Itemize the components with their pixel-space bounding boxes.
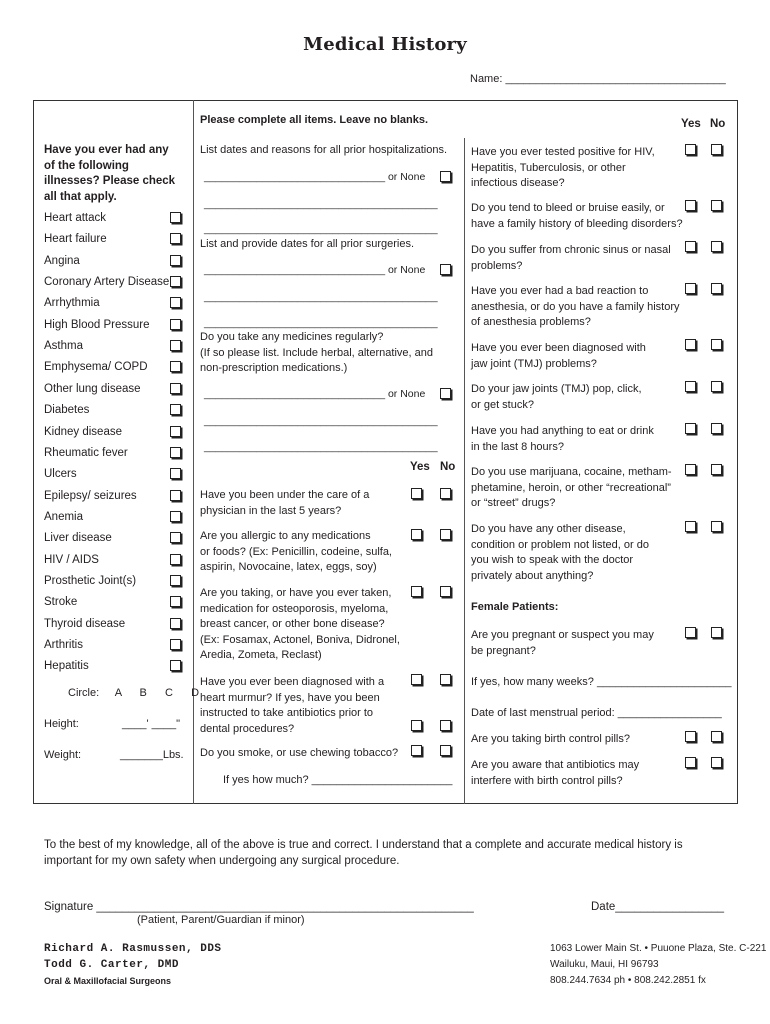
illness-label: Coronary Artery Disease (44, 276, 170, 288)
hiv-yes-checkbox[interactable] (685, 144, 696, 155)
line: (Ex: Fosamax, Actonel, Boniva, Didronel, (200, 633, 400, 646)
illness-label: Heart attack (44, 212, 106, 224)
practice-name: Oral & Maxillofacial Surgeons (44, 976, 172, 986)
tmj-no-checkbox[interactable] (711, 339, 722, 350)
illness-label: Arthritis (44, 639, 83, 651)
illness-checkbox[interactable] (170, 297, 181, 308)
line: Do you take any medicines regularly? (200, 331, 384, 343)
illness-checkbox[interactable] (170, 575, 181, 586)
line: physician in the last 5 years? (200, 504, 342, 517)
illness-label: Other lung disease (44, 383, 141, 395)
jaw-joints-no-checkbox[interactable] (711, 381, 722, 392)
illness-label: Prosthetic Joint(s) (44, 575, 137, 587)
line: or get stuck? (471, 398, 534, 411)
question-allergic (200, 529, 392, 576)
blank: _______________________________ (204, 171, 386, 183)
illness-label: High Blood Pressure (44, 319, 150, 331)
right-no-header: No (710, 118, 726, 130)
circle-option-b[interactable]: B (139, 687, 147, 699)
hospitalization-field[interactable]: ________________________________________ (204, 223, 438, 235)
hospitalizations-none-checkbox[interactable] (440, 171, 451, 182)
line: of anesthesia problems? (471, 316, 591, 328)
address-line: 808.244.7634 ph • 808.242.2851 fx (550, 975, 706, 986)
line: Are you pregnant or suspect you may (471, 629, 654, 641)
illness-checkbox[interactable] (170, 468, 181, 479)
line: Have you ever been diagnosed with (471, 342, 646, 354)
other-disease-yes-checkbox[interactable] (685, 521, 696, 532)
sinus-no-checkbox[interactable] (711, 241, 722, 252)
heart-murmur-yes-checkbox[interactable] (411, 674, 422, 685)
line: problems? (471, 259, 523, 272)
physician-care-yes-checkbox[interactable] (411, 488, 422, 499)
signature-caption: (Patient, Parent/Guardian if minor) (137, 914, 305, 926)
illness-checkbox[interactable] (170, 233, 181, 244)
line: Do you suffer from chronic sinus or nasal (471, 244, 671, 256)
line: (If so please list. Include herbal, alternative, and (200, 346, 433, 359)
line: condition or problem not listed, or do (471, 538, 649, 551)
circle-row (68, 686, 199, 702)
illness-label: HIV / AIDS (44, 554, 99, 566)
line: Hepatitis, Tuberculosis, or other (471, 161, 626, 174)
allergic-yes-checkbox[interactable] (411, 529, 422, 540)
pregnant-yes-checkbox[interactable] (685, 627, 696, 638)
attestation (44, 837, 683, 869)
line: Do you have any other disease, (471, 523, 626, 535)
intro-line: Have you ever had any (44, 144, 169, 156)
anesthesia-no-checkbox[interactable] (711, 283, 722, 294)
line: heart murmur? If yes, have you been (200, 691, 380, 704)
illness-checkbox[interactable] (170, 361, 181, 372)
eat-drink-no-checkbox[interactable] (711, 423, 722, 434)
line: jaw joint (TMJ) problems? (471, 357, 597, 370)
illness-checkbox[interactable] (170, 340, 181, 351)
illness-checkbox[interactable] (170, 404, 181, 415)
weight-field[interactable]: _______Lbs. (120, 749, 184, 761)
illness-checkbox[interactable] (170, 618, 181, 629)
illness-label: Kidney disease (44, 426, 122, 438)
menstrual-date-field[interactable]: Date of last menstrual period: _________________ (471, 707, 722, 719)
illness-label: Arrhythmia (44, 297, 100, 309)
anesthesia-yes-checkbox[interactable] (685, 283, 696, 294)
medicines-label (200, 330, 433, 377)
line: important for my own safety when undergoing any surgical procedure. (44, 855, 400, 867)
hospitalizations-label: List dates and reasons for all prior hospitalizations. (200, 144, 448, 156)
surgeries-label: List and provide dates for all prior surgeries. (200, 238, 414, 250)
height-label: Height: (44, 718, 79, 730)
illness-checkbox[interactable] (170, 255, 181, 266)
medicine-field[interactable]: ________________________________________ (204, 415, 438, 427)
pregnant-no-checkbox[interactable] (711, 627, 722, 638)
other-disease-no-checkbox[interactable] (711, 521, 722, 532)
question-bleeding (471, 201, 683, 232)
physician-care-no-checkbox[interactable] (440, 488, 451, 499)
illness-label: Diabetes (44, 404, 90, 416)
date-field[interactable]: Date_________________ (591, 901, 725, 913)
weeks-field[interactable]: If yes, how many weeks? ______________________ (471, 676, 732, 688)
circle-option-d[interactable]: D (191, 687, 200, 699)
address-line: Wailuku, Maui, HI 96793 (550, 959, 659, 970)
line: have a family history of bleeding disorders? (471, 217, 683, 230)
drugs-yes-checkbox[interactable] (685, 464, 696, 475)
circle-option-c[interactable]: C (165, 687, 173, 699)
illness-label: Epilepsy/ seizures (44, 490, 137, 502)
illness-checkbox[interactable] (170, 490, 181, 501)
or-none: or None (387, 171, 426, 183)
surgery-field[interactable] (204, 263, 425, 279)
line: Have you had anything to eat or drink (471, 425, 654, 437)
hiv-no-checkbox[interactable] (711, 144, 722, 155)
surgery-field[interactable]: ________________________________________ (204, 317, 438, 329)
blank: _______________________________ (204, 388, 386, 400)
column-divider-right (464, 138, 465, 804)
doctor-name: Todd G. Carter, DMD (44, 959, 179, 971)
illness-checkbox[interactable] (170, 276, 181, 287)
illness-checkbox[interactable] (170, 447, 181, 458)
line: non-prescription medications.) (200, 362, 348, 374)
question-antibiotics-bc (471, 758, 639, 789)
antibiotics-bc-yes-checkbox[interactable] (685, 757, 696, 768)
circle-option-a[interactable]: A (114, 687, 122, 699)
weight-label: Weight: (44, 749, 82, 761)
bleeding-no-checkbox[interactable] (711, 200, 722, 211)
illness-checkbox[interactable] (170, 212, 181, 223)
middle-yes-header: Yes (410, 461, 430, 473)
question-hiv (471, 145, 655, 192)
circle-label: Circle: (68, 687, 100, 699)
illness-checkbox[interactable] (170, 383, 181, 394)
question-physician-care (200, 488, 369, 519)
line: Have you been under the care of a (200, 489, 370, 501)
blank: _______________________________ (204, 264, 386, 276)
illness-label: Anemia (44, 511, 83, 523)
heart-murmur-no-checkbox[interactable] (440, 674, 451, 685)
birth-control-no-checkbox[interactable] (711, 731, 722, 742)
jaw-joints-yes-checkbox[interactable] (685, 381, 696, 392)
antibiotics-no-checkbox[interactable] (440, 720, 451, 731)
line: Do you tend to bleed or bruise easily, or (471, 202, 665, 214)
illness-label: Liver disease (44, 532, 112, 544)
illness-label: Hepatitis (44, 660, 89, 672)
birth-control-yes-checkbox[interactable] (685, 731, 696, 742)
illness-intro (44, 143, 175, 205)
smoke-no-checkbox[interactable] (440, 745, 451, 756)
line: Are you aware that antibiotics may (471, 759, 640, 771)
line: Are you allergic to any medications (200, 530, 371, 542)
line: or “street” drugs? (471, 497, 556, 509)
address-line: 1063 Lower Main St. • Puuone Plaza, Ste. C-221 (550, 943, 767, 954)
illness-checkbox[interactable] (170, 554, 181, 565)
or-none: or None (387, 264, 426, 276)
line: aspirin, Novocaine, latex, eggs, soy) (200, 561, 377, 573)
right-yes-header: Yes (681, 118, 701, 130)
question-heart-murmur (200, 675, 384, 737)
drugs-no-checkbox[interactable] (711, 464, 722, 475)
name-field[interactable]: Name: ____________________________________ (470, 73, 726, 85)
question-sinus (471, 243, 671, 274)
line: Do you use marijuana, cocaine, metham- (471, 466, 672, 478)
line: Are you taking, or have you ever taken, (200, 587, 392, 599)
line: phetamine, heroin, or other “recreational” (471, 481, 671, 494)
hospitalization-field[interactable] (204, 170, 425, 186)
line: To the best of my knowledge, all of the above is true and correct. I understand that a complete and accurate medical history is (44, 839, 683, 851)
question-pregnant (471, 628, 654, 659)
antibiotics-yes-checkbox[interactable] (411, 720, 422, 731)
page-title: Medical History (303, 34, 467, 55)
line: Have you ever been diagnosed with a (200, 676, 385, 688)
illness-checkbox[interactable] (170, 596, 181, 607)
line: Have you ever had a bad reaction to (471, 285, 649, 297)
line: instructed to take antibiotics prior to (200, 707, 374, 719)
question-drugs (471, 465, 672, 512)
signature-field[interactable]: Signature ___________________________________________________________ (44, 901, 474, 913)
medicine-field[interactable]: ________________________________________ (204, 441, 438, 453)
bone-medication-yes-checkbox[interactable] (411, 586, 422, 597)
line: infectious disease? (471, 177, 565, 189)
hospitalization-field[interactable]: ________________________________________ (204, 198, 438, 210)
illness-checkbox[interactable] (170, 511, 181, 522)
antibiotics-bc-no-checkbox[interactable] (711, 757, 722, 768)
line: Do your jaw joints (TMJ) pop, click, (471, 383, 642, 395)
illness-label: Heart failure (44, 233, 107, 245)
tmj-yes-checkbox[interactable] (685, 339, 696, 350)
illness-label: Angina (44, 255, 80, 267)
question-other-disease (471, 522, 649, 584)
or-none: or None (387, 388, 426, 400)
illness-label: Asthma (44, 340, 83, 352)
line: privately about anything? (471, 569, 594, 582)
middle-no-header: No (440, 461, 456, 473)
line: breast cancer, or other bone disease? (200, 618, 385, 630)
line: interfere with birth control pills? (471, 774, 623, 787)
question-birth-control: Are you taking birth control pills? (471, 733, 630, 745)
illness-checkbox[interactable] (170, 426, 181, 437)
line: medication for osteoporosis, myeloma, (200, 602, 389, 615)
doctor-name: Richard A. Rasmussen, DDS (44, 943, 222, 955)
instructions: Please complete all items. Leave no blanks. (200, 114, 429, 126)
question-jaw-joints (471, 382, 642, 413)
illness-label: Emphysema/ COPD (44, 361, 148, 373)
illness-label: Rheumatic fever (44, 447, 128, 459)
illness-checkbox[interactable] (170, 660, 181, 671)
line: anesthesia, or do you have a family history (471, 300, 680, 313)
question-eat-drink (471, 424, 654, 455)
question-tmj (471, 341, 646, 372)
surgery-field[interactable]: ________________________________________ (204, 291, 438, 303)
height-field[interactable]: ____' ____" (122, 718, 181, 730)
allergic-no-checkbox[interactable] (440, 529, 451, 540)
line: dental procedures? (200, 722, 295, 735)
illness-checkbox[interactable] (170, 532, 181, 543)
illness-label: Stroke (44, 596, 78, 608)
bone-medication-no-checkbox[interactable] (440, 586, 451, 597)
female-patients-heading: Female Patients: (471, 601, 559, 613)
smoke-yes-checkbox[interactable] (411, 745, 422, 756)
bleeding-yes-checkbox[interactable] (685, 200, 696, 211)
surgeries-none-checkbox[interactable] (440, 264, 451, 275)
question-smoke: Do you smoke, or use chewing tobacco? (200, 747, 399, 759)
medicine-field[interactable] (204, 387, 425, 403)
line: Have you ever tested positive for HIV, (471, 146, 655, 158)
smoke-how-much-field[interactable]: If yes how much? _______________________ (223, 774, 453, 786)
intro-line: illnesses? Please check (44, 175, 176, 187)
line: or foods? (Ex: Penicillin, codeine, sulfa, (200, 545, 392, 558)
sinus-yes-checkbox[interactable] (685, 241, 696, 252)
illness-label: Thyroid disease (44, 618, 126, 630)
illness-checkbox[interactable] (170, 319, 181, 330)
line: you wish to speak with the doctor (471, 554, 634, 566)
medicines-none-checkbox[interactable] (440, 388, 451, 399)
question-bone-medication (200, 586, 400, 664)
practice-address (550, 941, 766, 989)
eat-drink-yes-checkbox[interactable] (685, 423, 696, 434)
illness-checkbox[interactable] (170, 639, 181, 650)
intro-line: all that apply. (44, 190, 117, 203)
intro-line: of the following (44, 159, 129, 172)
line: be pregnant? (471, 644, 536, 657)
question-anesthesia (471, 284, 680, 331)
line: in the last 8 hours? (471, 440, 564, 453)
illness-label: Ulcers (44, 468, 77, 480)
line: Aredia, Zometa, Reclast) (200, 649, 322, 661)
